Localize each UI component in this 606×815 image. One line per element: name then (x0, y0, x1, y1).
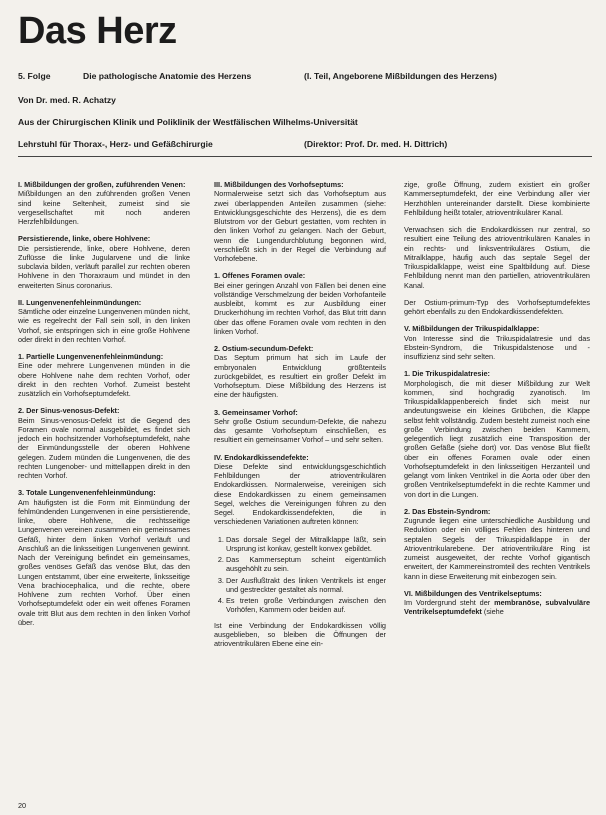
page-number: 20 (18, 801, 27, 810)
section-heading: 2. Der Sinus-venosus-Defekt: (18, 406, 120, 416)
section-heading: IV. Endokardkissendefekte: (214, 452, 309, 462)
list-item: 3. Der Ausflußtrakt des linken Ventrikels ist enger und gestreckter gestaltet als normal. (226, 576, 386, 595)
emphasis-text: membranöse, subvalvuläre Ventrikelseptumdefekt (404, 598, 590, 617)
series-number: 5. Folge (18, 71, 51, 81)
section-heading: 2. Das Ebstein-Syndrom: (404, 506, 491, 516)
text-column-2 (214, 180, 386, 656)
defect-variation-list (214, 535, 386, 615)
paragraph: Die persistierende, linke, obere Hohlvene, deren Zuflüsse die linke Jugularvene und die linke subclavia bilden, verläuft parallel zur rechten oberen Hohlvene in den Thoraxraum und mündet in den erweiterten Sinus coronarius. (18, 243, 190, 290)
paragraph: Der Ostium-primum-Typ des Vorhofseptumdefektes gehört ebenfalls zu den Endokardkissendefekten. (404, 297, 590, 316)
paragraph: Morphologisch, die mit dieser Mißbildung zur Welt kommen, sind hochgradig zyanotisch. Im Trikuspidalklappenbereich findet sich meist nur andeutungsweise ein kleines Grübchen, die Klappe selbst fehlt vollständig. Zudem besteht zumeist noch eine große Verbindung zwischen beiden Kammern, gelegentlich liegt zusätzlich eine Transposition der großen Gefäße (siehe dort) vor. Das venöse Blut fließt über ein offenes Foramen ovale oder einen Vorhofseptumdefekt in den linksseitigen Herzanteil und gelangt vom linken Ventrikel in die Aorta oder über den großen Ventrikelseptumdefekt in die rechte Kammer und von dort in die Lungen. (404, 378, 590, 499)
text-column-1 (18, 180, 190, 635)
text-run: Im Vordergrund steht der (404, 598, 491, 607)
paragraph: Beim Sinus-venosus-Defekt ist die Gegend des Foramen ovale normal ausgebildet, es findet sich jedoch ein hochsitzender Vorhofseptumdefekt, nahe der Einmündungsstelle der oberen Hohlvene gelegen. Zudem münden die Lungenvenen, die des rechten Lungenober- und mittellappen direkt in den rechten Vorhof. (18, 415, 190, 480)
text-column-3 (404, 180, 590, 625)
series-part: (I. Teil, Angeborene Mißbildungen des Herzens) (304, 71, 497, 81)
paragraph: Normalerweise setzt sich das Vorhofseptum aus zwei überlappenden Anteilen zusammen (siehe: Entwicklungsgeschichte des Herzens), die es dem Blutstrom vor der Geburt gestatten, vom rechten in den linken Vorhof zu gelangen. Nach der Geburt, wenn die Lungendurchblutung begonnen wird, verschließt sich in der Regel die Verbindung auf Vorhofebene. (214, 189, 386, 263)
paragraph: Sehr große Ostium secundum-Defekte, die nahezu das gesamte Vorhofseptum einschließen, es resultiert ein gemeinsamer Vorhof – und sehr selten. (214, 416, 386, 445)
paragraph: Ist eine Verbindung der Endokardkissen völlig ausgeblieben, so bleiben die Öffnungen der atrioventrikulären Ebene eine ein- (214, 620, 386, 648)
list-item: 2. Das Kammerseptum scheint eigentümlich ausgehöhlt zu sein. (226, 555, 386, 574)
paragraph: Bei einer geringen Anzahl von Fällen bei denen eine vollständige Verschmelzung der beiden Vorhofanteile ausbleibt, kommt es zur Ausbildung einer Druckerhöhung im rechten Vorhof, das Blut tritt dann über das offene Foramen ovale vom rechten in den linken Vorhof. (214, 280, 386, 336)
section-heading: III. Mißbildungen des Vorhofseptums: (214, 180, 344, 189)
director-line: (Direktor: Prof. Dr. med. H. Dittrich) (304, 139, 448, 149)
text-run: (siehe (483, 607, 504, 617)
paragraph: Mißbildungen an den zuführenden großen Venen sind keine Seltenheit, zumeist sind sie vergesellschaftet mit noch anderen Herzfehlbildungen. (18, 189, 190, 226)
series-topic: Die pathologische Anatomie des Herzens (83, 71, 252, 81)
section-heading: 1. Die Trikuspidalatresie: (404, 369, 490, 379)
list-item: 1. Das dorsale Segel der Mitralklappe läßt, sein Ursprung ist konkav, gestellt konvex gebildet. (226, 535, 386, 554)
section-heading: 2. Ostium-secundum-Defekt: (214, 344, 314, 353)
section-heading: VI. Mißbildungen des Ventrikelseptums: (404, 588, 542, 598)
section-heading: 3. Totale Lungenvenenfehleinmündung: (18, 488, 156, 498)
article-title: Das Herz (18, 10, 177, 52)
section-heading: 3. Gemeinsamer Vorhof: (214, 407, 298, 417)
section-heading: 1. Offenes Foramen ovale: (214, 271, 306, 281)
paragraph: Sämtliche oder einzelne Lungenvenen münden nicht, wie es regelrecht der Fall sein soll, in den linken Vorhof, sie entspringen sich in eine große Hohlvene oder direkt in den rechten Vorhof. (18, 307, 191, 344)
institution-line: Aus der Chirurgischen Klinik und Poliklinik der Westfälischen Wilhelms-Universität (18, 117, 358, 127)
chair-line: Lehrstuhl für Thorax-, Herz- und Gefäßchirurgie (18, 139, 213, 149)
paragraph: Von Interesse sind die Trikuspidalatresie und das Ebstein-Syndrom, die Trikuspidalstenose und -insuffizienz sind sehr selten. (404, 333, 590, 361)
section-heading: Persistierende, linke, obere Hohlvene: (18, 234, 151, 244)
list-item: 4. Es treten große Verbindungen zwischen den Vorhöfen, Kammern oder beiden auf. (226, 596, 386, 615)
section-heading: V. Mißbildungen der Trikuspidalklappe: (404, 324, 540, 334)
author-line: Von Dr. med. R. Achatzy (18, 95, 116, 105)
section-heading: I. Mißbildungen der großen, zuführenden Venen: (18, 180, 186, 189)
section-heading: II. Lungenvenenfehleinmündungen: (18, 297, 142, 307)
paragraph: Eine oder mehrere Lungenvenen münden in die obere Hohlvene nahe dem rechten Vorhof, oder direkt in den rechten Vorhof. Zumeist besteht zusätzlich ein Vorhofseptumdefekt. (18, 361, 190, 398)
paragraph: Zugrunde liegen eine unterschiedliche Ausbildung und Reduktion oder ein völliges Fehlen des hinteren und septalen Segels der Trikuspidalklappe in der Atrioventrikularebene. Der atrioventrikuläre Ring ist zumeist ausgeweitet, der rechte Vorhof gigantisch erweitert, der Kammereinstromteil des rechten Ventrikels kann in diese Erweiterung mit einbezogen sein. (404, 516, 590, 581)
paragraph: Diese Defekte sind entwicklungsgeschichtlich Fehlbildungen der atrioventrikulären Endokardkissen. Normalerweise, vereinigen sich diese Endokardkissen zu einem gemeinsamen Segel, welches die Vereinigungen führen zu den Segel. Endokardkissendefekten, die in verschiedenen Variationen auftreten können: (214, 461, 386, 527)
paragraph (404, 598, 590, 617)
paragraph: Das Septum primum hat sich im Laufe der embryonalen Entwicklung größtenteils zurückgebildet, es resultiert ein großer Defekt im Vorhofseptum. Diese Mißbildung des Herzens ist eine der häufigsten. (214, 353, 386, 400)
paragraph: Am häufigsten ist die Form mit Einmündung der fehlmündenden Lungenvenen in eine persistierende, linke, obere Hohlvene, die rechtsseitige Lungenvenen vereinen zusammen ein gemeinsames Gefäß, hinter dem linken Vorhof verläuft und Anschluß an die linksseitigen Lungenvenen gewinnt. Nach der Vereinigung befindet ein gemeinsames, großes venöses Gefäß das venöse Blut, das den Lungen entstammt, über eine erweiterte, linksseitige Vena brachiocephalica, und die rechte, obere Hohlvene zum rechten Vorhof. Über einen Vorhofseptumdefekt oder ein weit offenes Foramen ovale tritt Blut aus dem rechten in den linken Vorhof über. (18, 497, 190, 627)
paragraph: Verwachsen sich die Endokardkissen nur zentral, so resultiert eine Teilung des atrioventrikulären Kanales in ein rechts- und linksventrikuläres Ostium, die Mitralklappe, häufig auch das septale Segel der Trikuspidalklappe, weist eine Spaltbildung auf. Diese Fehlbildung nennt man den partiellen, atrioventrikulären Kanal. (404, 225, 590, 290)
section-heading: 1. Partielle Lungenvenenfehleinmündung: (18, 352, 164, 361)
header-divider (18, 156, 592, 157)
paragraph: zige, große Öffnung, zudem existiert ein großer Kammerseptumdefekt, der eine Verbindung aller vier Herzhöhlen untereinander darstellt. Diese kombinierte Fehlbildung heißt totaler, atrioventrikulärer Kanal. (404, 180, 590, 217)
